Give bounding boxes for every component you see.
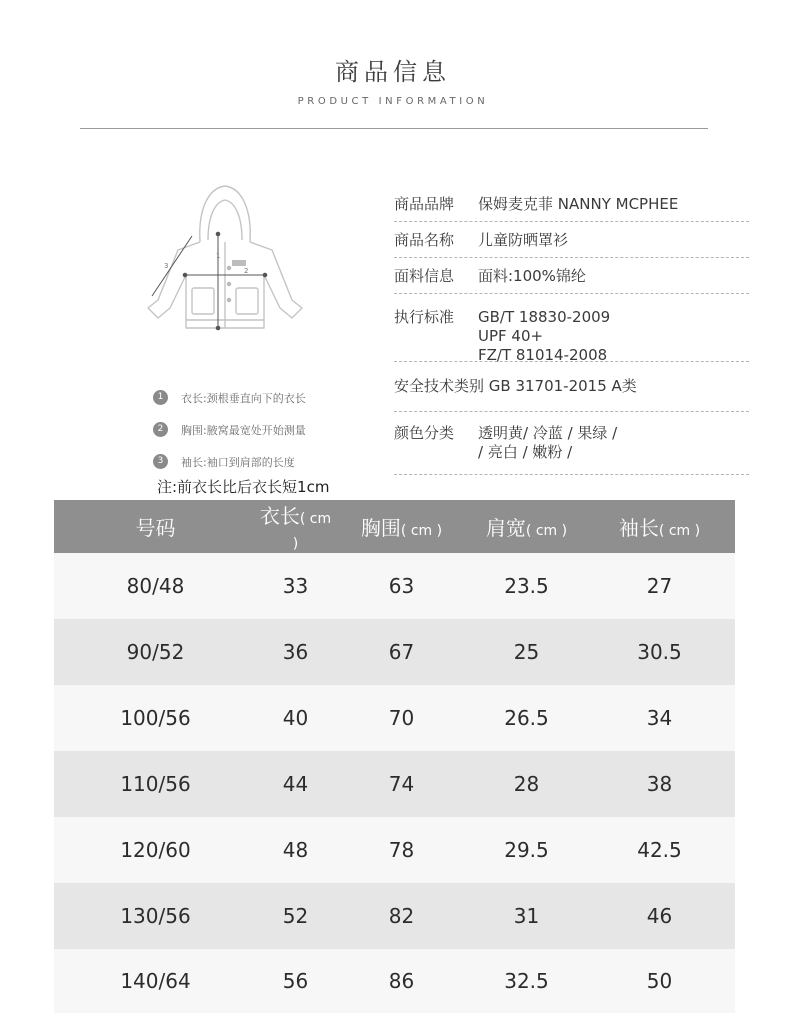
- table-cell: 82: [334, 883, 469, 949]
- table-row: [54, 553, 735, 619]
- info-row-fabric: [394, 258, 749, 294]
- table-row: [54, 685, 735, 751]
- table-cell: 29.5: [469, 817, 584, 883]
- color-line: / 亮白 / 嫩粉 /: [478, 443, 573, 461]
- table-cell: 80/48: [54, 553, 257, 619]
- table-cell: 130/56: [54, 883, 257, 949]
- table-cell: 46: [584, 883, 735, 949]
- header-unit: ( cm ): [658, 523, 701, 539]
- table-cell: 42.5: [584, 817, 735, 883]
- header-label: 号码: [135, 516, 176, 540]
- note-text: 胸围:腋窝最宽处开始测量: [181, 424, 306, 437]
- page-title: 商品信息: [335, 58, 451, 86]
- note-chest: [153, 420, 393, 452]
- jacket-diagram: [130, 180, 320, 340]
- info-value-list: [478, 424, 617, 462]
- table-cell: 140/64: [54, 949, 257, 1013]
- header-label: 衣长: [259, 504, 300, 528]
- table-row: [54, 619, 735, 685]
- header-label: 袖长: [618, 516, 659, 540]
- table-cell: 26.5: [469, 685, 584, 751]
- table-cell: 86: [334, 949, 469, 1013]
- header-length: [257, 500, 334, 553]
- table-cell: 63: [334, 553, 469, 619]
- table-cell: 28: [469, 751, 584, 817]
- front-length-note: 注:前衣长比后衣长短1cm: [157, 478, 330, 496]
- table-header-row: [54, 500, 735, 553]
- standard-line: UPF 40+: [478, 327, 544, 345]
- note-number: 2: [153, 422, 168, 437]
- note-length: [153, 388, 393, 420]
- note-text: 袖长:袖口到肩部的长度: [181, 456, 295, 469]
- table-row: [54, 949, 735, 1013]
- table-cell: 100/56: [54, 685, 257, 751]
- header-unit: ( cm ): [400, 523, 443, 539]
- table-cell: 70: [334, 685, 469, 751]
- table-cell: 120/60: [54, 817, 257, 883]
- svg-text:3: 3: [164, 262, 169, 270]
- info-label: 商品品牌: [394, 195, 455, 213]
- table-cell: 56: [257, 949, 334, 1013]
- title-divider: [80, 128, 708, 129]
- table-cell: 48: [257, 817, 334, 883]
- standard-line: GB/T 18830-2009: [478, 308, 611, 326]
- table-cell: 74: [334, 751, 469, 817]
- info-row-colors: [394, 412, 749, 475]
- table-cell: 27: [584, 553, 735, 619]
- size-table: [54, 500, 735, 1013]
- info-row-safety: [394, 362, 749, 412]
- table-cell: 44: [257, 751, 334, 817]
- info-row-brand: [394, 186, 749, 222]
- note-text: 衣长:颈根垂直向下的衣长: [181, 392, 306, 405]
- table-cell: 78: [334, 817, 469, 883]
- table-cell: 110/56: [54, 751, 257, 817]
- table-cell: 31: [469, 883, 584, 949]
- table-cell: 36: [257, 619, 334, 685]
- measurement-notes: [153, 388, 393, 484]
- table-cell: 90/52: [54, 619, 257, 685]
- table-cell: 25: [469, 619, 584, 685]
- info-safety-text: 安全技术类别 GB 31701-2015 A类: [394, 377, 637, 395]
- info-label: 商品名称: [394, 231, 455, 249]
- info-row-standard: [394, 294, 749, 362]
- table-cell: 32.5: [469, 949, 584, 1013]
- header-label: 胸围: [360, 516, 401, 540]
- svg-text:2: 2: [244, 267, 249, 275]
- svg-text:1: 1: [216, 252, 221, 260]
- note-number: 1: [153, 390, 168, 405]
- table-cell: 50: [584, 949, 735, 1013]
- table-row: [54, 883, 735, 949]
- table-row: [54, 817, 735, 883]
- standard-line: FZ/T 81014-2008: [478, 346, 608, 364]
- info-value: 面料:100%锦纶: [478, 267, 586, 285]
- table-cell: 67: [334, 619, 469, 685]
- table-cell: 38: [584, 751, 735, 817]
- table-cell: 23.5: [469, 553, 584, 619]
- info-label: 颜色分类: [394, 424, 455, 442]
- header-sleeve: [584, 500, 735, 553]
- table-cell: 34: [584, 685, 735, 751]
- table-cell: 52: [257, 883, 334, 949]
- note-number: 3: [153, 454, 168, 469]
- info-row-name: [394, 222, 749, 258]
- info-value: 保姆麦克菲 NANNY MCPHEE: [478, 195, 679, 213]
- color-line: 透明黄/ 冷蓝 / 果绿 /: [478, 424, 618, 442]
- info-label: 执行标准: [394, 308, 455, 326]
- info-value-list: [478, 308, 610, 365]
- header-unit: ( cm ): [292, 511, 332, 552]
- header-unit: ( cm ): [525, 523, 568, 539]
- info-value: 儿童防晒罩衫: [478, 231, 569, 249]
- page-subtitle: PRODUCT INFORMATION: [297, 96, 489, 107]
- table-cell: 30.5: [584, 619, 735, 685]
- header-chest: [334, 500, 469, 553]
- header-label: 肩宽: [485, 516, 526, 540]
- header-size: [54, 500, 257, 553]
- table-cell: 33: [257, 553, 334, 619]
- table-row: [54, 751, 735, 817]
- info-label: 面料信息: [394, 267, 455, 285]
- header-shoulder: [469, 500, 584, 553]
- product-info: [394, 186, 749, 475]
- table-cell: 40: [257, 685, 334, 751]
